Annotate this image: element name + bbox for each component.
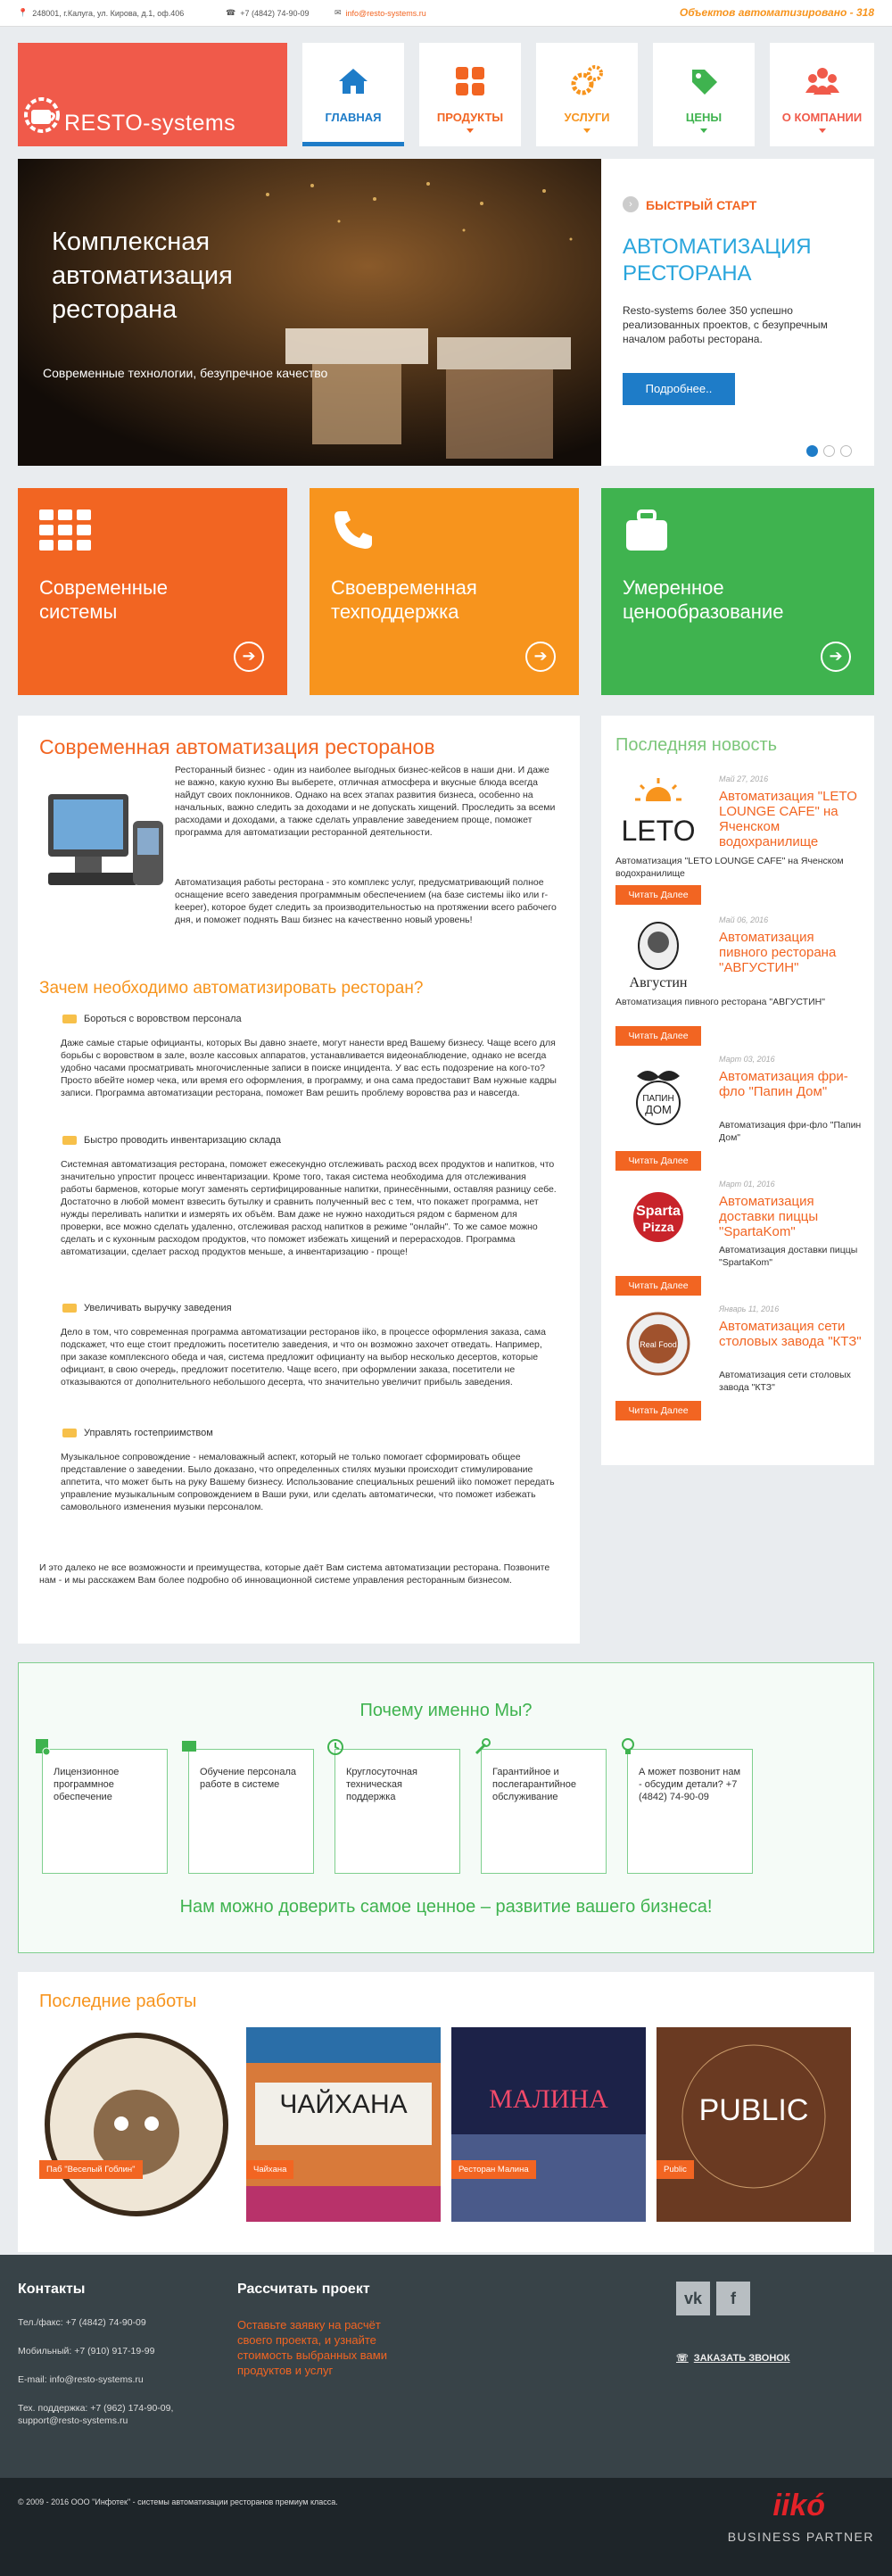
news-desc: Автоматизация фри-фло "Папин Дом"	[719, 1120, 862, 1143]
clock-icon	[326, 1737, 344, 1757]
news-date: Май 06, 2016	[719, 915, 769, 924]
pos-terminal-image	[39, 776, 173, 910]
phone-text: +7 (4842) 74-90-09	[240, 8, 310, 18]
work-item[interactable]	[451, 2027, 646, 2222]
article-title: Современная автоматизация ресторанов	[39, 735, 435, 758]
bottom-bar	[0, 2478, 892, 2576]
recent-works-title: Последние работы	[39, 1992, 197, 2011]
article-p2: Автоматизация работы ресторана - это комплекс услуг, предусматривающий полное оснащение всего заведения программным обеспечением (на базе системы iiko или r-keeper), которое будет следить за производительностью на протяжении всего рабочего дня, и поможет поднять Ваш бизнес на качественно новый уровень!	[175, 877, 557, 925]
cup-logo-icon	[21, 95, 65, 137]
news-link[interactable]: Автоматизация сети столовых завода "КТЗ"	[719, 1319, 862, 1349]
leto-logo-image	[615, 776, 701, 849]
news-date: Март 01, 2016	[719, 1180, 775, 1189]
news-desc: Автоматизация пивного ресторана "АВГУСТИН"	[615, 997, 825, 1007]
logo-text: RESTO-systems	[64, 111, 236, 136]
news-link[interactable]: Автоматизация доставки пиццы "SpartaKom"	[719, 1194, 819, 1239]
chevron-right-icon[interactable]: ›	[623, 196, 639, 212]
nav-prices[interactable]	[653, 43, 755, 146]
nav-about-label: О КОМПАНИИ	[781, 111, 863, 124]
phone-info	[226, 8, 310, 18]
footer-support-email[interactable]: support@resto-systems.ru	[18, 2415, 128, 2426]
quick-start-panel	[601, 159, 874, 466]
training-icon	[180, 1737, 198, 1757]
public-image	[657, 2027, 851, 2222]
business-partner-label: BUSINESS PARTNER	[727, 2530, 874, 2544]
ktz-logo-image	[615, 1306, 701, 1379]
bullet-icon	[62, 1015, 77, 1023]
work-label: Ресторан Малина	[451, 2160, 536, 2179]
chevron-down-icon	[583, 128, 591, 133]
calc-link[interactable]: Оставьте заявку на расчёт своего проекта, и узнайте стоимость выбранных вами продуктов и услуг	[237, 2318, 387, 2377]
work-label: Паб "Веселый Гоблин"	[39, 2160, 143, 2179]
nav-products-label: ПРОДУКТЫ	[436, 111, 504, 124]
why-us-slogan: Нам можно доверить самое ценное – развитие вашего бизнеса!	[179, 1897, 713, 1917]
benefit-item: Увеличивать выручку заведения	[62, 1303, 232, 1313]
order-call-link[interactable]: ☏ ЗАКАЗАТЬ ЗВОНОК	[676, 2352, 790, 2364]
quick-start-desc: Resto-systems более 350 успешно реализованных проектов, с безупречным началом работы ресторана.	[623, 304, 828, 345]
promo-counter: Объектов автоматизировано - 318	[679, 6, 874, 19]
work-label: Чайхана	[246, 2160, 293, 2179]
copyright: © 2009 - 2016 ООО "Инфотек" - системы автоматизации ресторанов премиум класса.	[18, 2497, 338, 2506]
why-card: Гарантийное и послегарантийное обслуживание	[481, 1749, 607, 1874]
news-desc: Автоматизация сети столовых завода "КТЗ"	[719, 1370, 851, 1393]
read-more-button[interactable]: Читать Далее	[615, 1401, 701, 1421]
goblin-pub-image	[39, 2027, 234, 2222]
recent-works	[18, 1972, 874, 2252]
benefit-text: Даже самые старые официанты, которых Вы давно знаете, могут нанести вред Вашему бизнесу. Чаще всего для борьбы с воровством в зале, возле кассовых аппаратов, устанавливается видеонаблюдение, однако не всегда удобно часами просматривать многочисленные записи в поиске инцидента. У вас есть подозрение на кого-то? Просто вбейте номер чека, или время его оформления, в программу, и она сама предоставит Вам нужные кадры записи. Программа автоматизации ресторана, поможет Вам решить проблему воровства раз и навсегда.	[61, 1038, 557, 1098]
svg-text:LETO: LETO	[621, 815, 696, 847]
tile-title: Современные системы	[39, 576, 168, 623]
calc-title: Рассчитать проект	[237, 2282, 370, 2297]
wrench-icon	[473, 1737, 491, 1757]
contacts-title: Контакты	[18, 2282, 86, 2297]
more-button[interactable]: Подробнее..	[623, 373, 735, 405]
phone-icon: ☏	[676, 2353, 689, 2364]
article-subtitle: Зачем необходимо автоматизировать ресторан?	[39, 979, 424, 998]
svg-text:ЧАЙХАНА: ЧАЙХАНА	[279, 2090, 408, 2119]
nav-home[interactable]	[302, 43, 404, 146]
slider-dot[interactable]	[823, 445, 835, 457]
news-desc: Автоматизация доставки пиццы "SpartaKom"	[719, 1245, 858, 1268]
logo[interactable]	[18, 43, 287, 146]
location-icon: 📍	[18, 8, 29, 17]
phone-icon	[333, 509, 374, 551]
tile-title: Своевременная техподдержка	[331, 576, 477, 623]
email-info[interactable]	[334, 8, 426, 18]
svg-text:PUBLIC: PUBLIC	[698, 2093, 809, 2127]
address-info	[18, 8, 184, 18]
suitcase-icon	[624, 509, 669, 552]
grid-icon	[39, 509, 93, 554]
benefit-text: Дело в том, что современная программа автоматизации ресторанов iiko, в процессе оформления заказа, сама подскажет, что еще стоит предложить посетителю заведения, и что он возможно захочет отведать. Например, при заказе комплексного обеда и чая, система предложит официанту на выбор несколько десертов, которые официант, в свою очередь, предложит посетителю. Чаще всего, при оформлении заказа, посетители не отказываются от дополнительного небольшого десерта, что значительно увеличит прибыль заведения.	[61, 1327, 546, 1387]
svg-text:Pizza: Pizza	[642, 1220, 674, 1234]
why-card: Обучение персонала работе в системе	[188, 1749, 314, 1874]
hero-slider[interactable]	[18, 159, 601, 466]
news-desc: Автоматизация "LETO LOUNGE CAFE" на Яченском водохранилище	[615, 856, 844, 879]
facebook-icon[interactable]: f	[716, 2282, 750, 2315]
address-text: 248001, г.Калуга, ул. Кирова, д.1, оф.406	[32, 8, 185, 18]
news-date: Май 27, 2016	[719, 774, 769, 783]
benefit-item: Бороться с воровством персонала	[62, 1014, 242, 1024]
tile-pricing[interactable]	[601, 488, 874, 695]
svg-text:МАЛИНА: МАЛИНА	[489, 2084, 608, 2114]
chevron-down-icon	[467, 128, 474, 133]
slider-dot-active[interactable]	[806, 445, 818, 457]
news-date: Март 03, 2016	[719, 1055, 775, 1064]
spartakom-logo-image	[615, 1181, 701, 1255]
read-more-button[interactable]: Читать Далее	[615, 1276, 701, 1296]
chevron-down-icon	[819, 128, 826, 133]
svg-text:ПАПИН: ПАПИН	[642, 1094, 674, 1104]
benefit-text: Системная автоматизация ресторана, поможет ежесекундно отслеживать расход всех продуктов и напитков, что значительно упростит процесс инвентаризации. Кроме того, такая система необходима для отслеживания работы барменов, которые могут заменять сертифицированные напитки, принесёнными, оставляя разницу себе. Достаточно в любой момент взвесить бутылку и сравнить полученный вес с тем, что покажет программа, нет нужды переливать напитки и измерять их объём. Вам даже не нужно находиться рядом с барменом для проверки, все можно сделать удаленно, отслеживая расход напитков в режиме "онлайн". То же самое можно сделать и с кухонным расходом продуктов, что поможет избежать хищений и перерасходов. Программа автоматизации, сделает расход продуктов меньше, а инвентаризацию - проще!	[61, 1159, 557, 1257]
tag-icon	[687, 64, 721, 98]
quick-start-heading: БЫСТРЫЙ СТАРТ	[646, 198, 757, 212]
email-link[interactable]: info@resto-systems.ru	[345, 8, 426, 18]
slider-dot[interactable]	[840, 445, 852, 457]
avgustin-logo-image	[615, 917, 701, 990]
work-item[interactable]	[39, 2027, 234, 2222]
papin-dom-logo-image	[615, 1056, 701, 1130]
bullet-icon	[62, 1136, 77, 1145]
nav-prices-label: ЦЕНЫ	[685, 111, 723, 124]
benefit-item: Быстро проводить инвентаризацию склада	[62, 1135, 281, 1146]
bullet-icon	[62, 1429, 77, 1437]
svg-text:ДОМ: ДОМ	[645, 1103, 672, 1116]
vk-icon[interactable]: vk	[676, 2282, 710, 2315]
lightbulb-icon	[619, 1737, 637, 1757]
svg-text:Real Food: Real Food	[640, 1340, 677, 1349]
svg-text:Sparta: Sparta	[636, 1204, 681, 1219]
read-more-button[interactable]: Читать Далее	[615, 1151, 701, 1171]
work-item[interactable]	[657, 2027, 851, 2222]
article-intro: Ресторанный бизнес - один из наиболее выгодных бизнес-кейсов в наши дни. И даже не важно, какую кухню Вы выберете, отличная атмосфера и вкусные блюда всегда найдут своих поклонников. Однако на всех этапах развития бизнеса, особенно на начальных, важно следить за доходами и не допускать хищений. Проследить за всеми расходами и доходами, а также сделать управление заведением проще, поможет программа для автоматизации ресторанной деятельности.	[175, 765, 556, 838]
footer-support: Тех. поддержка: +7 (962) 174-90-09,	[18, 2403, 174, 2414]
why-us-section	[18, 1662, 874, 1953]
hero-subtitle: Современные технологии, безупречное качество	[43, 366, 328, 380]
arrow-right-icon[interactable]: ➔	[525, 642, 556, 672]
read-more-button[interactable]: Читать Далее	[615, 1026, 701, 1046]
arrow-right-icon[interactable]: ➔	[234, 642, 264, 672]
nav-services-label: УСЛУГИ	[564, 111, 610, 124]
benefit-item: Управлять гостеприимством	[62, 1428, 213, 1438]
article-conclusion: И это далеко не все возможности и преимущества, которые даёт Вам система автоматизации ресторана. Позвоните нам - и мы расскажем Вам более подробно об инновационной системе управления ресторанным бизнесом.	[39, 1562, 550, 1586]
news-link[interactable]: Автоматизация фри-фло "Папин Дом"	[719, 1069, 848, 1099]
news-panel	[601, 716, 874, 1465]
footer	[0, 2255, 892, 2478]
chevron-down-icon	[700, 128, 707, 133]
gears-icon	[570, 64, 604, 98]
iiko-logo[interactable]: iikó	[772, 2489, 825, 2522]
footer-phone-fax: Тел./факс: +7 (4842) 74-90-09	[18, 2317, 146, 2328]
news-title: Последняя новость	[615, 735, 778, 755]
news-link[interactable]: Автоматизация "LETO LOUNGE CAFE" на Яченском водохранилище	[719, 789, 857, 849]
chaihana-image	[246, 2027, 441, 2222]
mail-icon: ✉	[334, 8, 342, 17]
malina-image	[451, 2027, 646, 2222]
why-card: А может позвонит нам - обсудим детали? +7 (4842) 74-90-09	[627, 1749, 753, 1874]
news-link[interactable]: Автоматизация пивного ресторана "АВГУСТИН"	[719, 930, 837, 975]
benefit-text: Музыкальное сопровождение - немаловажный аспект, который не только помогает сформировать общее представление о заведении. Было доказано, что определенных стилях музыки происходит стимулирование аппетита, что может быть на руку Вашему бизнесу. Использование специальных решений iiko поможет передать управление музыкальным сопровождением в Ваши руки, или сделать автоматически, что поможет избежать самовольного изменения музыки персоналом.	[61, 1452, 555, 1512]
work-item[interactable]	[246, 2027, 441, 2222]
arrow-right-icon[interactable]: ➔	[821, 642, 851, 672]
tile-support[interactable]	[310, 488, 579, 695]
phone-icon: ☎	[226, 8, 236, 17]
home-icon	[336, 64, 370, 98]
work-label: Public	[657, 2160, 694, 2179]
certificate-icon	[34, 1737, 52, 1757]
nav-services[interactable]	[536, 43, 638, 146]
bullet-icon	[62, 1304, 77, 1313]
people-icon	[805, 64, 839, 98]
article	[18, 716, 580, 1644]
why-us-title: Почему именно Мы?	[359, 1701, 533, 1720]
footer-mobile: Мобильный: +7 (910) 917-19-99	[18, 2346, 155, 2357]
quick-start-title: АВТОМАТИЗАЦИЯ РЕСТОРАНА	[623, 235, 812, 286]
news-date: Январь 11, 2016	[719, 1305, 780, 1313]
svg-text:Августин: Августин	[629, 975, 688, 990]
top-bar	[0, 0, 892, 27]
footer-email[interactable]: E-mail: info@resto-systems.ru	[18, 2374, 144, 2385]
grid-icon	[453, 64, 487, 98]
why-card: Круглосуточная техническая поддержка	[334, 1749, 460, 1874]
hero-title: Комплексная автоматизация ресторана	[52, 228, 233, 324]
read-more-button[interactable]: Читать Далее	[615, 885, 701, 905]
nav-home-label: ГЛАВНАЯ	[325, 111, 382, 124]
tile-modern-systems[interactable]	[18, 488, 287, 695]
nav-products[interactable]	[419, 43, 521, 146]
nav-about[interactable]	[770, 43, 874, 146]
tile-title: Умеренное ценообразование	[623, 576, 784, 623]
why-card: Лицензионное программное обеспечение	[42, 1749, 168, 1874]
